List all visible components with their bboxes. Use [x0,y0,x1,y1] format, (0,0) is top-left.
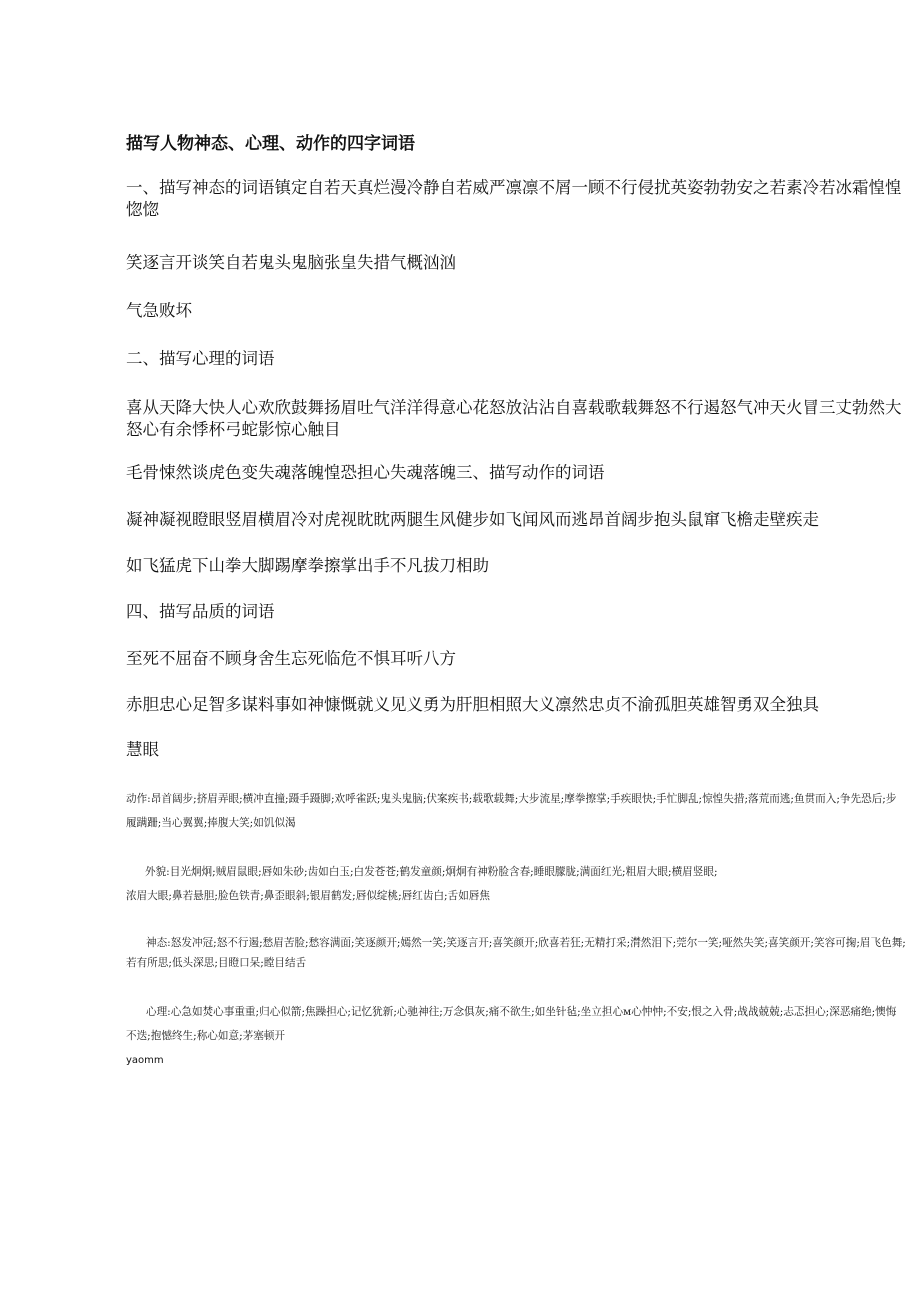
paragraph-8: 至死不屈奋不顾身舍生忘死临危不惧耳听八方 [126,649,456,668]
paragraph-4: 喜从天降大快人心欢欣鼓舞扬眉吐气洋洋得意心花怒放沾沾自喜载歌载舞怒不行遏怒气冲天火冒三丈勃然大怒心有余悸杯弓蛇影惊心触目 [126,398,902,439]
section-one-paragraph: 一、描写神态的词语镇定自若天真烂漫冷静自若威严凛凛不屑一顾不行侵扰英姿勃勃安之若素冷若冰霜惶惶惚惚 [126,178,902,219]
paragraph-6: 凝神凝视瞪眼竖眉横眉冷对虎视眈眈两腿生风健步如飞闻风而逃昂首阔步抱头鼠窜飞檐走壁疾走 [126,510,819,529]
note-demeanor: 神态:怒发冲冠;怒不行遏;愁眉苦脸;愁容满面;笑逐颜开;嫣然一笑;笑逐言开;喜笑颜开;欣喜若狂;无精打采;潸然泪下;莞尔一笑;哑然失笑;喜笑颜开;笑容可掬;眉飞色舞;若有所思;低头深思;目瞪口呆;瞠目结舌 [126,937,906,969]
paragraph-5: 毛骨悚然谈虎色变失魂落魄惶恐担心失魂落魄三、描写动作的词语 [126,463,605,482]
section-four-heading: 四、描写品质的词语 [126,602,275,621]
paragraph-2: 笑逐言开谈笑自若鬼头鬼脑张皇失措气概汹汹 [126,253,456,272]
document-title: 描写人物神态、心理、动作的四字词语 [126,134,415,154]
section-two-heading: 二、描写心理的词语 [126,349,275,368]
note-appearance-line2: 浓眉大眼;鼻若悬胆;脸色铁青;鼻歪眼斜;银眉鹤发;唇似绽桃;唇红齿白;舌如唇焦 [126,890,490,902]
paragraph-10: 慧眼 [126,740,159,759]
note-appearance-line1: 外貌:目光炯炯;贼眉鼠眼;唇如朱砂;齿如白玉;白发苍苍;鹤发童颜;炯炯有神粉脸含春;睡眼朦胧;满面红光;粗眉大眼;横眉竖眼; [145,866,718,878]
signature-text: yaomm [126,1055,164,1066]
paragraph-3: 气急败坏 [126,301,192,320]
paragraph-7: 如飞猛虎下山拳大脚踢摩拳擦掌出手不凡拔刀相助 [126,556,489,575]
paragraph-9: 赤胆忠心足智多谋料事如神慷慨就义见义勇为肝胆相照大义凛然忠贞不渝孤胆英雄智勇双全独具 [126,695,819,714]
note-actions: 动作:昂首阔步;挤眉弄眼;横冲直撞;蹑手蹑脚;欢呼雀跃;鬼头鬼脑;伏案疾书;载歌载舞;大步流星;摩拳擦掌;手疾眼快;手忙脚乱;惊惶失措;落荒而逃;鱼贯而入;争先恐后;步履蹒跚;当心翼翼;捧腹大笑;如饥似渴 [126,793,897,829]
note-psychology: 心理:心急如焚心事重重;归心似箭;焦躁担心;记忆犹新;心驰神往;万念俱灰;痛不欲生;如坐针毡;坐立担心м心忡忡;不安;恨之入骨;战战兢兢;忐忑担心;深恶痛绝;懊悔不迭;抱憾终生;称心如意;茅塞顿开 [126,1006,897,1042]
